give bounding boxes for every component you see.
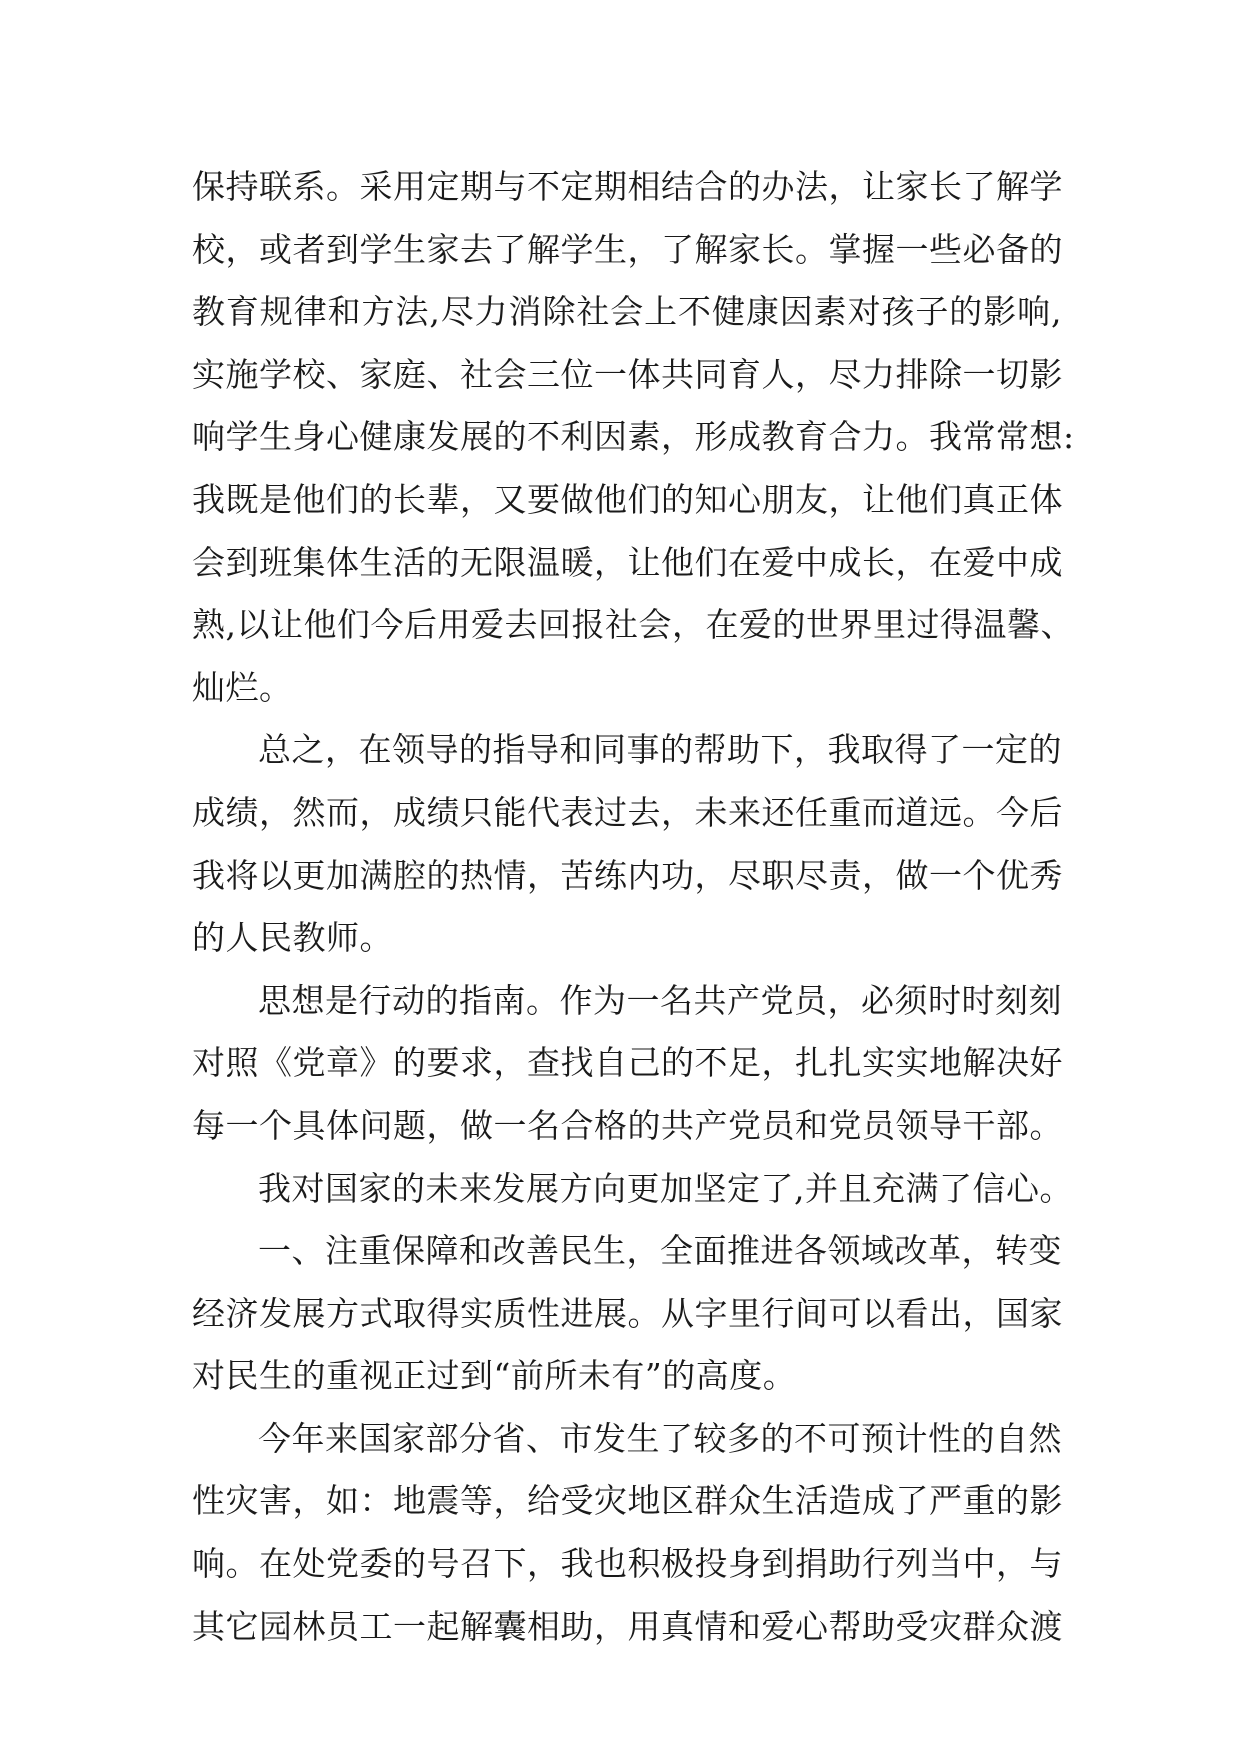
body-text — [192, 156, 1075, 1658]
text-line: 成绩，然而，成绩只能代表过去，未来还任重而道远。今后 — [192, 792, 1063, 832]
text-line: 教育规律和方法,尽力消除社会上不健康因素对孩子的影响, — [192, 292, 1062, 332]
text-line: 性灾害，如：地震等，给受灾地区群众生活造成了严重的影 — [192, 1481, 1063, 1521]
text-line: 每一个具体问题，做一名合格的共产党员和党员领导干部。 — [192, 1105, 1063, 1145]
text-line: 我对国家的未来发展方向更加坚定了,并且充满了信心。 — [258, 1168, 1073, 1208]
text-line: 我将以更加满腔的热情，苦练内功，尽职尽责，做一个优秀 — [192, 855, 1063, 895]
text-line: 经济发展方式取得实质性进展。从字里行间可以看出，国家 — [192, 1293, 1063, 1333]
text-line: 对照《党章》的要求，查找自己的不足，扎扎实实地解决好 — [192, 1043, 1063, 1083]
text-line: 对民生的重视正过到“前所未有”的高度。 — [192, 1356, 797, 1396]
text-line: 响。在处党委的号召下，我也积极投身到捐助行列当中，与 — [192, 1544, 1063, 1584]
text-line: 实施学校、家庭、社会三位一体共同育人，尽力排除一切影 — [192, 354, 1063, 394]
text-line: 其它园林员工一起解囊相助，用真情和爱心帮助受灾群众渡 — [192, 1606, 1063, 1646]
text-line: 校，或者到学生家去了解学生，了解家长。掌握一些必备的 — [192, 229, 1063, 269]
text-line: 我既是他们的长辈，又要做他们的知心朋友，让他们真正体 — [192, 479, 1063, 519]
text-line: 会到班集体生活的无限温暖，让他们在爱中成长，在爱中成 — [192, 542, 1063, 582]
text-line: 思想是行动的指南。作为一名共产党员，必须时时刻刻 — [258, 980, 1062, 1020]
text-line: 今年来国家部分省、市发生了较多的不可预计性的自然 — [258, 1418, 1062, 1458]
text-line: 保持联系。采用定期与不定期相结合的办法，让家长了解学 — [192, 167, 1063, 206]
text-line: 总之，在领导的指导和同事的帮助下，我取得了一定的 — [258, 730, 1062, 770]
text-line: 灿烂。 — [192, 667, 293, 707]
text-line: 的人民教师。 — [192, 918, 393, 958]
text-line: 响学生身心健康发展的不利因素，形成教育合力。我常常想: — [192, 417, 1075, 457]
text-line: 一、注重保障和改善民生，全面推进各领域改革，转变 — [258, 1231, 1062, 1271]
text-line: 熟,以让他们今后用爱去回报社会，在爱的世界里过得温馨、 — [192, 605, 1074, 645]
